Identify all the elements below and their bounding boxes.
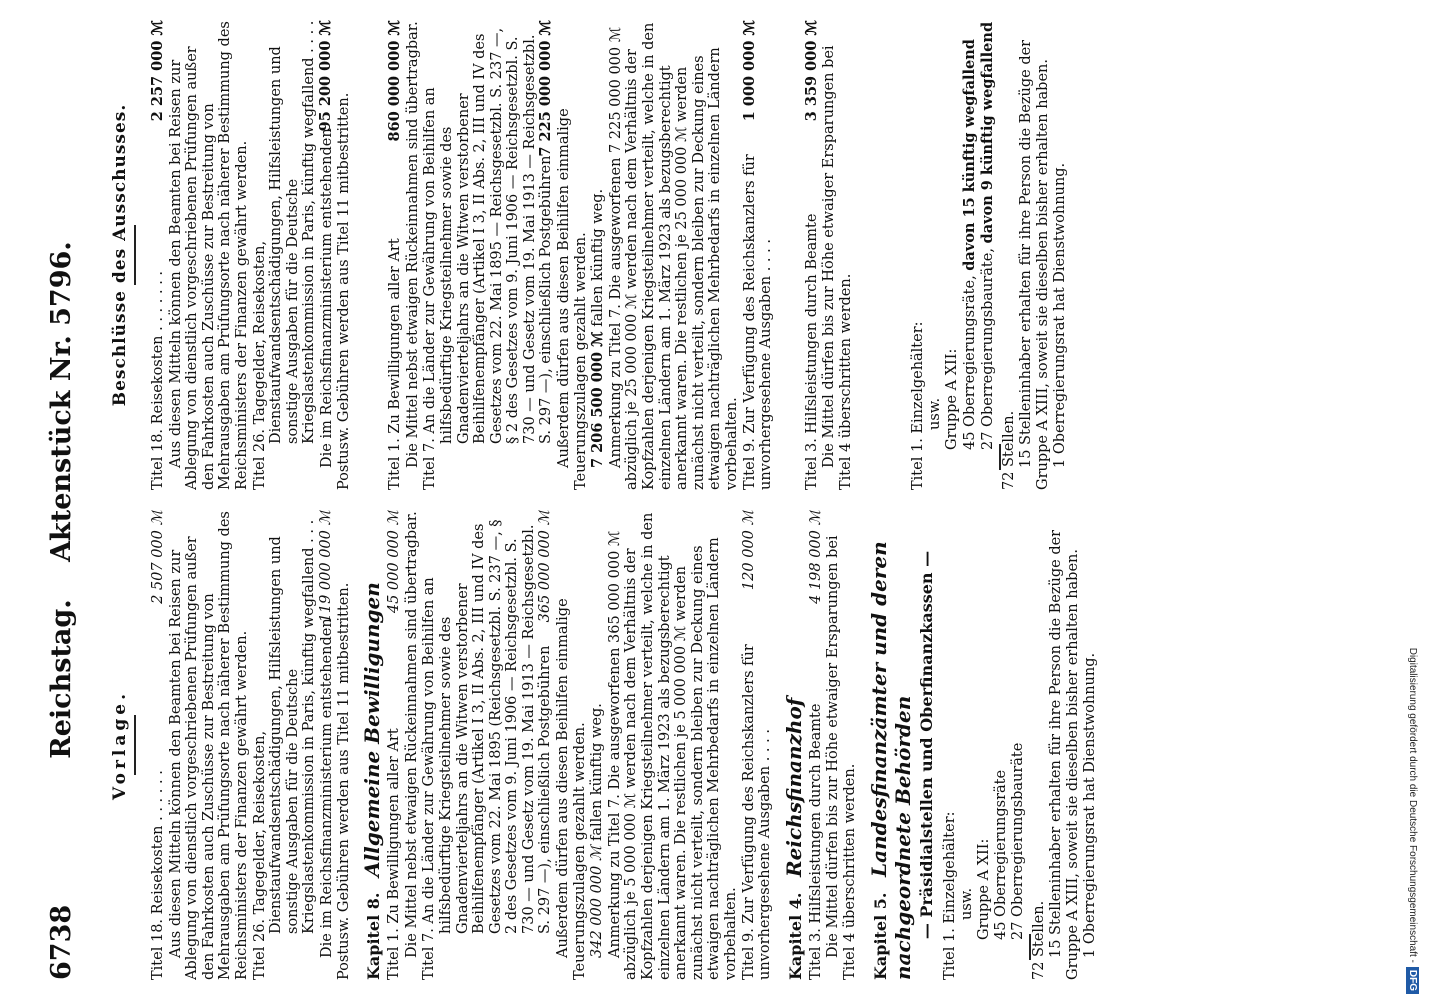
- title-rule: [134, 225, 136, 285]
- column-beschluesse: [110, 20, 1415, 490]
- titel-7-anmerkung: Anmerkung zu Titel 7. Die ausgeworfenen 365 000 000 ℳ abzüglich je 5 000 000 ℳ werden nach dem Verhältnis der Kopfzahlen derjenigen Kriegsteilnehmer verteilt, welche in den einzelnen Ländern am 1. März 1923 als bezugsberechtigt anerkannt waren. Die restlichen je 5 000 000 ℳ werden zunächst nicht verteilt, sondern bleiben zur Deckung eines etwaigen nachträglichen Mehrbedarfs in einzelnen Ländern vorbehalten.: [606, 512, 739, 980]
- columns: [110, 20, 1415, 980]
- gehalt-line-8: 1 Oberregierungsrat hat Dienstwohnung.: [1081, 652, 1098, 958]
- titel-26-note: Die im Reichsfinanzministerium entstehenden Postusw. Gebühren werden aus Titel 11 mitbestritten.: [318, 92, 352, 490]
- digitization-text: Digitalisierung gefördert durch die Deutsche Forschungsgemeinschaft -DFG: [1400, 6, 1424, 994]
- spacer: [353, 20, 387, 490]
- titel-3-line: 4 198 000 ℳ Titel 3. Hilfsleistungen durch Beamte: [807, 510, 824, 980]
- gehalt-line-2: usw.: [926, 397, 943, 430]
- gehalt-line-3: Gruppe A XII:: [975, 838, 992, 940]
- header-right: Aktenstück Nr. 5796.: [46, 241, 77, 562]
- titel-7-anmerkung: Anmerkung zu Titel 7. Die ausgeworfenen 7 225 000 000 ℳ abzüglich je 25 000 000 ℳ werden nach dem Verhältnis der Kopfzahlen derjenigen Kriegsteilnehmer verteilt, welche in den einzelnen Ländern am 1. März 1923 als bezugsberechtigt anerkannt waren. Die restlichen je 25 000 000 ℳ werden zunächst nicht verteilt, sondern bleiben zur Deckung eines etwaigen nachträglichen Mehrbedarfs in einzelnen Ländern vorbehalten.: [607, 22, 740, 490]
- digitization-note: [1400, 6, 1424, 994]
- titel-7-amount2: 7 206 500 000 ℳ fallen künftig weg.: [589, 188, 607, 468]
- title-rule: [134, 715, 136, 775]
- gehalt-line-8: 1 Oberregierungsrat hat Dienstwohnung.: [1051, 162, 1068, 468]
- spacer: [856, 20, 910, 490]
- gehalt-line-4: 45 Oberregierungsräte: [992, 769, 1009, 940]
- titel-18-body: Aus diesen Mitteln können den Beamten bei Reisen zur Ablegung von dienstlich vorgeschriebenen Prüfungen außer den Fahrkosten auch Zuschüsse zur Bestreitung von Mehrausgaben am Prüfungsorte nach näherer Bestimmung des Reichsministers der Finanzen gewährt werden.: [167, 21, 250, 490]
- titel-1-body: Die Mittel nebst etwaigen Rückeinnahmen sind übertragbar.: [403, 511, 420, 958]
- rotated-sheet: [28, 10, 1423, 990]
- titel-7-amount2: 342 000 000 ℳ fallen künftig weg.: [589, 703, 606, 958]
- dfg-logo: DFG: [1406, 967, 1419, 994]
- gehalt-line-5: 27 Oberregierungsbauräte: [1009, 742, 1026, 940]
- titel-18-line: 2 507 000 ℳ Titel 18. Reisekosten . . . . . .: [150, 510, 166, 980]
- titel-7-body: Titel 7. An die Länder zur Gewährung von Beihilfen an hilfsbedürftige Kriegsteilnehmer sowie des Gnadenvierteljahrs an die Witwen verstorbener Beihilfenempfänger (Artikel I 3, II Abs. 2, III und IV des Gesetzes vom 22. Mai 1895 (Reichsgesetzbl. S. 237 —, § 2 des Gesetzes vom 9. Juni 1906 — Reichsgesetzbl. S. 730 — und Gesetz vom 19. Mai 1913 — Reichsgesetzbl. S. 297 —), einschließlich Postgebühren 365 000 000 ℳ: [421, 510, 554, 980]
- titel-9-line: 1 000 000 ℳ Titel 9. Zur Verfügung des Reichskanzlers für unvorhergesehene Ausgaben . . . .: [740, 20, 775, 490]
- gehalt-line-6: 72 Stellen.: [1000, 410, 1017, 490]
- titel-26-note: Die im Reichsfinanzministerium entstehenden Postusw. Gebühren werden aus Titel 11 mitbestritten.: [318, 582, 352, 980]
- titel-3-line: 3 359 000 ℳ Titel 3. Hilfsleistungen durch Beamte: [802, 20, 820, 490]
- titel-7-body: Titel 7. An die Länder zur Gewährung von Beihilfen an hilfsbedürftige Kriegsteilnehmer sowie des Gnadenvierteljahrs an die Witwen verstorbener Beihilfenempfänger (Artikel I 3, II Abs. 2, III und IV des Gesetzes vom 22. Mai 1895 — Reichsgesetzbl. S. 237 —, § 2 des Gesetzes vom 9. Juni 1906 — Reichsgesetzbl. S. 730 — und Gesetz vom 19. Mai 1913 — Reichsgesetzbl. S. 297 —), einschließlich Postgebühren 7 225 000 000 ℳ: [422, 20, 555, 490]
- gehalt-line-5: 27 Oberregierungsbauräte, davon 9 künftig wegfallend: [978, 21, 996, 450]
- column-title-beschluesse: Beschlüsse des Ausschusses.: [110, 103, 130, 407]
- titel-1-line: 860 000 000 ℳ Titel 1. Zu Bewilligungen aller Art: [386, 20, 404, 490]
- titel-18-line: 2 257 000 ℳ Titel 18. Reisekosten . . . . . . .: [149, 20, 166, 490]
- kapitel-4-heading: Kapitel 4. Reichsfinanzhof: [781, 697, 806, 980]
- spacer: [776, 20, 804, 490]
- header-left: Reichstag.: [46, 599, 77, 759]
- header-title: [46, 20, 77, 980]
- kapitel-5-subtitle: — Präsidialstellen und Oberfinanzkassen —: [916, 550, 936, 940]
- gehalt-line-1: Titel 1. Einzelgehälter:: [941, 811, 958, 980]
- column-vorlage: [110, 510, 1415, 980]
- titel-3-body: Die Mittel dürfen bis zur Höhe etwaiger Ersparungen bei Titel 4 überschritten werden.: [821, 45, 854, 490]
- titel-1-line: 45 000 000 ℳ Titel 1. Zu Bewilligungen aller Art: [386, 510, 403, 980]
- gehalt-line-4: 45 Oberregierungsräte, davon 15 künftig wegfallend: [960, 39, 978, 450]
- titel-26-body: Titel 26. Tagegelder, Reisekosten, Dienstaufwandsentschädigungen, Hilfsleistungen und sonstige Ausgaben für die Deutsche Kriegslastenkommission in Paris, künftig wegfallend . . . 119 000 000 ℳ: [251, 510, 334, 980]
- gehalt-line-6: 72 Stellen.: [1030, 900, 1047, 980]
- page-header: [46, 20, 86, 980]
- kapitel-5-heading: Kapitel 5. Landesfinanzämter und deren nachgeordnete Behörden: [866, 541, 915, 980]
- gehalt-line-7: 15 Stelleninhaber erhalten für ihre Person die Bezüge der Gruppe A XIII, soweit sie dieselben bisher erhalten haben.: [1017, 39, 1051, 490]
- titel-7-body2: Außerdem dürfen aus diesen Beihilfen einmalige Teuerungszulagen gezahlt werden.: [556, 108, 589, 490]
- gehalt-line-1: Titel 1. Einzelgehälter:: [909, 321, 926, 490]
- column-title-vorlage: Vorlage.: [110, 689, 130, 801]
- titel-3-body: Die Mittel dürfen bis zur Höhe etwaiger Ersparungen bei Titel 4 überschritten werden.: [825, 535, 858, 980]
- titel-18-body: Aus diesen Mitteln können den Beamten bei Reisen zur Ablegung von dienstlich vorgeschriebenen Prüfungen außer den Fahrkosten auch Zuschüsse zur Bestreitung von Mehrausgaben am Prüfungsorte nach näherer Bestimmung des Reichsministers der Finanzen gewährt werden.: [167, 511, 250, 980]
- titel-7-body2: Außerdem dürfen aus diesen Beihilfen einmalige Teuerungszulagen gezahlt werden.: [555, 598, 588, 980]
- gehalt-line-3: Gruppe A XII:: [943, 348, 960, 450]
- gehalt-line-7: 15 Stelleninhaber erhalten für ihre Person die Bezüge der Gruppe A XIII, soweit sie dieselben bisher erhalten haben.: [1047, 529, 1081, 980]
- titel-9-line: 120 000 ℳ Titel 9. Zur Verfügung des Reichskanzlers für unvorhergesehene Ausgaben . . . .: [740, 510, 774, 980]
- kapitel-8-heading: Kapitel 8. Allgemeine Bewilligungen: [360, 582, 385, 980]
- gehalt-line-2: usw.: [958, 887, 975, 920]
- titel-1-body: Die Mittel nebst etwaigen Rückeinnahmen sind übertragbar.: [404, 21, 421, 468]
- page-number: 6738: [46, 904, 77, 980]
- titel-26-body: Titel 26. Tagegelder, Reisekosten, Dienstaufwandsentschädigungen, Hilfsleistungen und sonstige Ausgaben für die Deutsche Kriegslastenkommission in Paris, künftig wegfallend . . . . 95 200 000 ℳ: [251, 20, 334, 490]
- document-page: [28, 8, 1423, 990]
